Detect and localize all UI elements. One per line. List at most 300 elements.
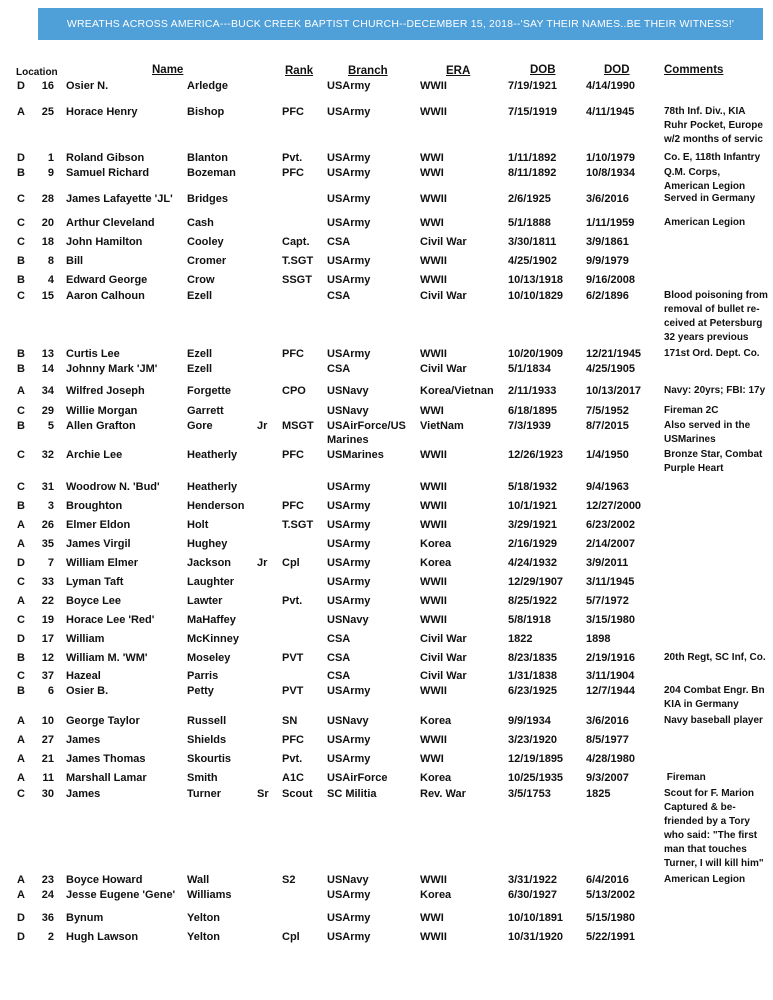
header-branch: Branch <box>348 65 388 77</box>
cell-dob: 1/11/1892 <box>508 152 557 164</box>
cell-loc: C <box>17 449 25 461</box>
cell-first: Samuel Richard <box>66 167 150 179</box>
cell-dob: 2/11/1933 <box>508 385 557 397</box>
cell-era: WWII <box>420 255 447 267</box>
table-row <box>0 556 773 570</box>
cell-rank: Capt. <box>282 236 310 248</box>
cell-loc: B <box>17 363 25 375</box>
cell-first: Hugh Lawson <box>66 931 139 943</box>
cell-dod: 8/7/2015 <box>586 420 629 432</box>
cell-first: Aaron Calhoun <box>66 290 145 302</box>
document-banner: WREATHS ACROSS AMERICA---BUCK CREEK BAPTIST CHURCH--DECEMBER 15, 2018--'SAY THEIR NAMES..BE THEIR WITNESS!' <box>38 8 763 40</box>
cell-first: Roland Gibson <box>66 152 145 164</box>
cell-rank: Scout <box>282 788 313 800</box>
table-row <box>0 362 773 376</box>
cell-loc: B <box>17 274 25 286</box>
cell-last: Bozeman <box>187 167 236 179</box>
cell-dod: 5/22/1991 <box>586 931 635 943</box>
cell-last: Skourtis <box>187 753 232 765</box>
cell-era: WWII <box>420 80 447 92</box>
cell-loc: D <box>17 80 25 92</box>
cell-rank: Pvt. <box>282 595 303 607</box>
cell-first: Elmer Eldon <box>66 519 131 531</box>
cell-dod: 4/11/1945 <box>586 106 635 118</box>
cell-last: Blanton <box>187 152 228 164</box>
cell-rank: A1C <box>282 772 305 784</box>
cell-first: Johnny Mark 'JM' <box>66 363 158 375</box>
cell-dob: 12/19/1895 <box>508 753 564 765</box>
cell-last: Cromer <box>187 255 227 267</box>
cell-era: Civil War <box>420 290 467 302</box>
cell-era: VietNam <box>420 420 464 432</box>
table-row <box>0 235 773 249</box>
cell-comments: Navy baseball player <box>664 715 763 726</box>
cell-first: Horace Henry <box>66 106 138 118</box>
cell-num: 16 <box>41 80 54 92</box>
cell-dod: 6/4/2016 <box>586 874 629 886</box>
cell-num: 14 <box>41 363 54 375</box>
cell-dod: 2/14/2007 <box>586 538 635 550</box>
cell-first: John Hamilton <box>66 236 143 248</box>
table-row <box>0 192 773 206</box>
cell-branch: USArmy <box>327 167 371 179</box>
cell-first: Jesse Eugene 'Gene' <box>66 889 176 901</box>
cell-dod: 10/13/2017 <box>586 385 642 397</box>
cell-num: 28 <box>41 193 54 205</box>
cell-first: Marshall Lamar <box>66 772 147 784</box>
cell-dod: 9/16/2008 <box>586 274 635 286</box>
cell-num: 29 <box>41 405 54 417</box>
cell-dob: 6/18/1895 <box>508 405 557 417</box>
table-row <box>0 499 773 513</box>
cell-first: James Virgil <box>66 538 131 550</box>
cell-dob: 10/20/1909 <box>508 348 564 360</box>
cell-branch: SC Militia <box>327 788 377 800</box>
cell-last: Heatherly <box>187 481 238 493</box>
cell-last: Williams <box>187 889 232 901</box>
cell-era: WWI <box>420 167 444 179</box>
cell-loc: D <box>17 912 25 924</box>
cell-loc: C <box>17 217 25 229</box>
cell-last: Smith <box>187 772 218 784</box>
table-row <box>0 714 773 728</box>
cell-comments: 20th Regt, SC Inf, Co. <box>664 652 766 663</box>
cell-branch: USArmy <box>327 80 371 92</box>
cell-num: 3 <box>47 500 54 512</box>
cell-era: WWII <box>420 348 447 360</box>
cell-branch: CSA <box>327 236 351 248</box>
cell-num: 23 <box>41 874 54 886</box>
cell-era: Civil War <box>420 236 467 248</box>
cell-dob: 3/30/1811 <box>508 236 557 248</box>
cell-rank: Pvt. <box>282 753 303 765</box>
cell-era: WWII <box>420 734 447 746</box>
cell-loc: C <box>17 193 25 205</box>
cell-loc: B <box>17 500 25 512</box>
table-row <box>0 216 773 230</box>
cell-num: 22 <box>41 595 54 607</box>
table-row <box>0 79 773 93</box>
cell-rank: SN <box>282 715 298 727</box>
cell-first: William <box>66 633 105 645</box>
table-row <box>0 105 773 145</box>
cell-branch: USAirForce <box>327 772 388 784</box>
cell-dob: 6/23/1925 <box>508 685 557 697</box>
cell-branch: USArmy <box>327 519 371 531</box>
cell-num: 2 <box>47 931 54 943</box>
cell-loc: A <box>17 385 25 397</box>
cell-comments: Fireman <box>664 772 706 783</box>
cell-dob: 4/24/1932 <box>508 557 557 569</box>
cell-num: 18 <box>41 236 54 248</box>
cell-last: Holt <box>187 519 209 531</box>
cell-dod: 10/8/1934 <box>586 167 635 179</box>
cell-dob: 3/31/1922 <box>508 874 557 886</box>
cell-num: 1 <box>47 152 54 164</box>
cell-era: WWII <box>420 614 447 626</box>
cell-comments: Fireman 2C <box>664 405 719 416</box>
cell-dod: 12/7/1944 <box>586 685 635 697</box>
cell-first: Broughton <box>66 500 123 512</box>
cell-branch: USArmy <box>327 106 371 118</box>
cell-branch: USArmy <box>327 685 371 697</box>
cell-dod: 4/14/1990 <box>586 80 635 92</box>
cell-dob: 5/8/1918 <box>508 614 551 626</box>
cell-branch: USAirForce/US Marines <box>327 420 406 446</box>
cell-dod: 9/3/2007 <box>586 772 629 784</box>
cell-dod: 1/4/1950 <box>586 449 629 461</box>
cell-last: Wall <box>187 874 210 886</box>
cell-rank: S2 <box>282 874 296 886</box>
cell-num: 7 <box>47 557 54 569</box>
cell-rank: CPO <box>282 385 306 397</box>
cell-branch: USArmy <box>327 753 371 765</box>
cell-last: McKinney <box>187 633 239 645</box>
cell-loc: A <box>17 734 25 746</box>
cell-last: Forgette <box>187 385 231 397</box>
cell-last: Gore <box>187 420 213 432</box>
table-row <box>0 733 773 747</box>
cell-branch: USArmy <box>327 538 371 550</box>
cell-rank: Cpl <box>282 557 300 569</box>
table-row <box>0 347 773 361</box>
cell-comments: Blood poisoning from removal of bullet re- ceived at Petersburg 32 years previous <box>664 290 768 343</box>
cell-first: Willie Morgan <box>66 405 138 417</box>
cell-loc: C <box>17 670 25 682</box>
cell-last: Yelton <box>187 912 221 924</box>
cell-last: Cash <box>187 217 214 229</box>
cell-comments: American Legion <box>664 874 746 885</box>
table-row <box>0 787 773 869</box>
table-row <box>0 537 773 551</box>
table-row <box>0 888 773 902</box>
cell-num: 9 <box>47 167 54 179</box>
cell-branch: USNavy <box>327 874 369 886</box>
cell-last: Ezell <box>187 290 213 302</box>
cell-dob: 3/29/1921 <box>508 519 557 531</box>
cell-dob: 5/1/1888 <box>508 217 551 229</box>
cell-dod: 3/6/2016 <box>586 193 629 205</box>
cell-num: 10 <box>41 715 54 727</box>
table-row <box>0 613 773 627</box>
cell-dob: 5/18/1932 <box>508 481 557 493</box>
cell-era: WWII <box>420 874 447 886</box>
cell-first: James Thomas <box>66 753 146 765</box>
cell-last: MaHaffey <box>187 614 236 626</box>
cell-rank: PFC <box>282 734 304 746</box>
cell-loc: C <box>17 788 25 800</box>
cell-last: Heatherly <box>187 449 238 461</box>
cell-dod: 1898 <box>586 633 611 645</box>
cell-first: Boyce Lee <box>66 595 122 607</box>
cell-num: 5 <box>47 420 54 432</box>
cell-era: Civil War <box>420 652 467 664</box>
cell-first: George Taylor <box>66 715 140 727</box>
table-row <box>0 771 773 785</box>
cell-first: William M. 'WM' <box>66 652 148 664</box>
cell-dod: 6/23/2002 <box>586 519 635 531</box>
table-row <box>0 289 773 343</box>
cell-first: William Elmer <box>66 557 139 569</box>
table-row <box>0 480 773 494</box>
cell-last: Bridges <box>187 193 228 205</box>
cell-branch: USArmy <box>327 500 371 512</box>
cell-first: Allen Grafton <box>66 420 136 432</box>
table-row <box>0 930 773 944</box>
cell-rank: MSGT <box>282 420 314 432</box>
cell-comments: American Legion <box>664 217 746 228</box>
table-row <box>0 873 773 887</box>
cell-comments: Q.M. Corps, American Legion <box>664 167 746 192</box>
cell-era: Civil War <box>420 363 467 375</box>
table-row <box>0 651 773 665</box>
cell-loc: B <box>17 255 25 267</box>
table-row <box>0 911 773 925</box>
header-dod: DOD <box>604 64 630 76</box>
table-row <box>0 632 773 646</box>
table-row <box>0 669 773 683</box>
cell-last: Parris <box>187 670 219 682</box>
table-row <box>0 518 773 532</box>
header-dob: DOB <box>530 64 556 76</box>
cell-num: 27 <box>41 734 54 746</box>
cell-dob: 7/19/1921 <box>508 80 557 92</box>
cell-branch: USArmy <box>327 889 371 901</box>
table-row <box>0 752 773 766</box>
cell-era: WWII <box>420 481 447 493</box>
cell-dob: 3/23/1920 <box>508 734 557 746</box>
cell-era: WWII <box>420 519 447 531</box>
cell-dob: 10/1/1921 <box>508 500 557 512</box>
cell-last: Jackson <box>187 557 232 569</box>
cell-comments: Scout for F. Marion Captured & be- friended by a Tory who said: "The first man that touches Turner, I will kill him" <box>664 788 764 869</box>
cell-era: WWII <box>420 500 447 512</box>
cell-era: WWII <box>420 106 447 118</box>
cell-era: WWI <box>420 152 444 164</box>
cell-first: Wilfred Joseph <box>66 385 145 397</box>
cell-dod: 12/21/1945 <box>586 348 642 360</box>
cell-num: 26 <box>41 519 54 531</box>
cell-dob: 10/10/1829 <box>508 290 564 302</box>
cell-era: WWII <box>420 576 447 588</box>
cell-num: 12 <box>41 652 54 664</box>
cell-first: Osier B. <box>66 685 109 697</box>
cell-era: Korea <box>420 557 452 569</box>
cell-dob: 8/11/1892 <box>508 167 557 179</box>
cell-dob: 8/23/1835 <box>508 652 557 664</box>
cell-num: 13 <box>41 348 54 360</box>
cell-rank: PVT <box>282 685 304 697</box>
cell-first: Curtis Lee <box>66 348 120 360</box>
cell-loc: A <box>17 715 25 727</box>
cell-comments: 204 Combat Engr. Bn KIA in Germany <box>664 685 765 710</box>
cell-loc: C <box>17 481 25 493</box>
cell-dod: 9/9/1979 <box>586 255 629 267</box>
cell-suffix: Jr <box>257 557 268 569</box>
cell-era: Korea <box>420 715 452 727</box>
cell-comments: Co. E, 118th Infantry <box>664 152 761 163</box>
cell-first: Boyce Howard <box>66 874 143 886</box>
cell-loc: D <box>17 633 25 645</box>
cell-era: WWI <box>420 217 444 229</box>
cell-rank: T.SGT <box>282 255 314 267</box>
cell-loc: B <box>17 420 25 432</box>
cell-first: Horace Lee 'Red' <box>66 614 155 626</box>
cell-dob: 2/16/1929 <box>508 538 557 550</box>
cell-last: Arledge <box>187 80 228 92</box>
cell-loc: A <box>17 874 25 886</box>
cell-loc: C <box>17 236 25 248</box>
table-row <box>0 151 773 165</box>
cell-era: WWI <box>420 405 444 417</box>
cell-last: Laughter <box>187 576 235 588</box>
cell-era: Korea <box>420 889 452 901</box>
cell-last: Bishop <box>187 106 225 118</box>
cell-num: 8 <box>47 255 54 267</box>
cell-first: Bynum <box>66 912 104 924</box>
cell-comments: 78th Inf. Div., KIA Ruhr Pocket, Europe w/2 months of servic <box>664 106 763 145</box>
cell-first: Archie Lee <box>66 449 123 461</box>
cell-last: Garrett <box>187 405 224 417</box>
cell-last: Shields <box>187 734 227 746</box>
cell-first: Bill <box>66 255 84 267</box>
cell-loc: A <box>17 538 25 550</box>
cell-num: 25 <box>41 106 54 118</box>
cell-comments: Served in Germany <box>664 193 756 204</box>
cell-dob: 9/9/1934 <box>508 715 551 727</box>
cell-dod: 5/15/1980 <box>586 912 635 924</box>
cell-num: 34 <box>41 385 54 397</box>
cell-num: 19 <box>41 614 54 626</box>
cell-dod: 6/2/1896 <box>586 290 629 302</box>
cell-era: Civil War <box>420 633 467 645</box>
cell-dod: 3/9/2011 <box>586 557 629 569</box>
cell-num: 31 <box>41 481 54 493</box>
cell-loc: A <box>17 772 25 784</box>
cell-branch: CSA <box>327 633 351 645</box>
cell-loc: A <box>17 595 25 607</box>
cell-dod: 3/6/2016 <box>586 715 629 727</box>
cell-branch: USArmy <box>327 734 371 746</box>
cell-last: Lawter <box>187 595 223 607</box>
header-era: ERA <box>446 65 471 77</box>
cell-rank: T.SGT <box>282 519 314 531</box>
cell-rank: Cpl <box>282 931 300 943</box>
cell-loc: D <box>17 557 25 569</box>
cell-loc: B <box>17 685 25 697</box>
cell-dod: 5/7/1972 <box>586 595 629 607</box>
cell-dod: 3/11/1904 <box>586 670 635 682</box>
cell-era: WWI <box>420 912 444 924</box>
cell-dod: 1825 <box>586 788 611 800</box>
cell-era: Korea <box>420 538 452 550</box>
cell-num: 15 <box>41 290 54 302</box>
cell-dod: 9/4/1963 <box>586 481 629 493</box>
cell-dod: 4/25/1905 <box>586 363 635 375</box>
cell-dod: 7/5/1952 <box>586 405 629 417</box>
cell-loc: A <box>17 519 25 531</box>
cell-rank: Pvt. <box>282 152 303 164</box>
cell-branch: USNavy <box>327 405 369 417</box>
cell-loc: D <box>17 931 25 943</box>
table-row <box>0 384 773 398</box>
cell-branch: USArmy <box>327 557 371 569</box>
cell-loc: B <box>17 652 25 664</box>
cell-rank: SSGT <box>282 274 312 286</box>
cell-dod: 1/10/1979 <box>586 152 635 164</box>
header-rank: Rank <box>285 65 314 77</box>
cell-last: Turner <box>187 788 222 800</box>
cell-era: WWI <box>420 753 444 765</box>
cell-first: Hazeal <box>66 670 101 682</box>
cell-first: Osier N. <box>66 80 109 92</box>
header-comments: Comments <box>664 64 724 76</box>
cell-rank: PFC <box>282 106 304 118</box>
cell-dob: 10/31/1920 <box>508 931 564 943</box>
cell-branch: USArmy <box>327 912 371 924</box>
cell-last: Ezell <box>187 363 213 375</box>
cell-era: Korea/Vietnan <box>420 385 494 397</box>
table-row <box>0 594 773 608</box>
table-row <box>0 419 773 446</box>
cell-last: Hughey <box>187 538 228 550</box>
cell-branch: USNavy <box>327 715 369 727</box>
cell-branch: USArmy <box>327 348 371 360</box>
cell-dob: 4/25/1902 <box>508 255 557 267</box>
cell-branch: USArmy <box>327 931 371 943</box>
cell-num: 4 <box>47 274 54 286</box>
table-row <box>0 448 773 474</box>
cell-last: Crow <box>187 274 215 286</box>
cell-last: Henderson <box>187 500 245 512</box>
cell-dob: 6/30/1927 <box>508 889 557 901</box>
cell-first: James <box>66 734 101 746</box>
cell-dob: 12/26/1923 <box>508 449 564 461</box>
header-name: Name <box>152 64 184 76</box>
cell-num: 35 <box>41 538 54 550</box>
cell-branch: USArmy <box>327 481 371 493</box>
cell-comments: Also served in the USMarines <box>664 420 751 445</box>
cell-rank: PFC <box>282 167 304 179</box>
cell-num: 21 <box>41 753 54 765</box>
cell-branch: CSA <box>327 652 351 664</box>
cell-rank: PVT <box>282 652 304 664</box>
cell-num: 37 <box>41 670 54 682</box>
header-location: Location <box>16 67 58 78</box>
cell-branch: CSA <box>327 363 351 375</box>
cell-loc: B <box>17 348 25 360</box>
cell-branch: CSA <box>327 290 351 302</box>
